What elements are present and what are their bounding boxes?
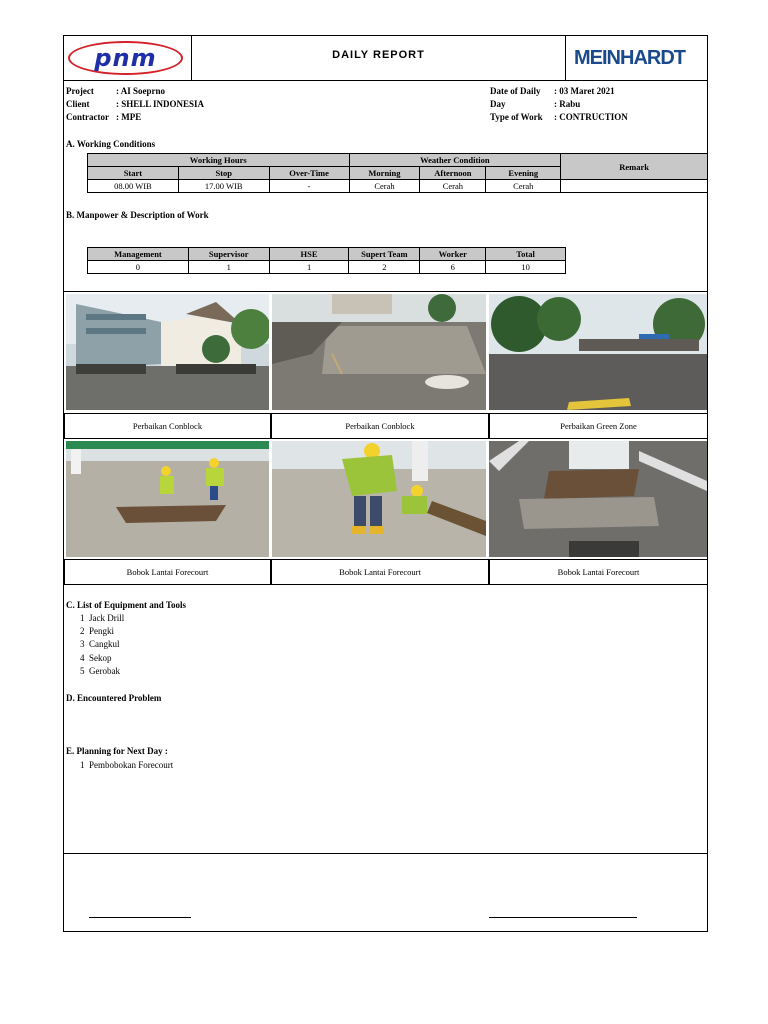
work-type-label: Type of Work [490,112,543,122]
supervisor-value: 1 [188,261,269,274]
signature-line-right [489,917,637,918]
worker-value: 6 [420,261,486,274]
item-name: Pembobokan Forecourt [89,760,174,770]
item-name: Gerobak [89,666,120,676]
pnm-logo [68,41,183,75]
management-header: Management [88,248,189,261]
equipment-item [80,653,112,663]
evening-value: Cerah [486,180,561,193]
morning-value: Cerah [349,180,420,193]
manpower-table [87,247,566,274]
meinhardt-logo-cell [565,36,707,80]
planning-item [80,760,173,770]
pnm-logo-text: pnm [94,44,157,72]
client-value: : SHELL INDONESIA [116,99,205,109]
overtime-value: - [269,180,349,193]
date-label: Date of Daily [490,86,541,96]
daily-report-frame [63,35,708,932]
report-header [64,36,707,81]
item-number: 1 [80,613,85,623]
worker-header: Worker [420,248,486,261]
date-value: : 03 Maret 2021 [554,86,615,96]
morning-header: Morning [349,167,420,180]
item-number: 2 [80,626,85,636]
weather-condition-header: Weather Condition [349,154,561,167]
stop-header: Stop [178,167,269,180]
photo-caption: Perbaikan Conblock [271,413,489,439]
photo-forecourt-2 [272,441,486,557]
photo-caption: Bobok Lantai Forecourt [489,559,708,585]
equipment-item [80,639,120,649]
day-value: : Rabu [554,99,581,109]
section-e-title: E. Planning for Next Day : [66,746,168,756]
client-label: Client [66,99,90,109]
hse-header: HSE [269,248,349,261]
start-header: Start [88,167,179,180]
photo-caption: Bobok Lantai Forecourt [64,559,271,585]
item-name: Cangkul [89,639,120,649]
project-label: Project [66,86,94,96]
item-number: 5 [80,666,85,676]
signature-divider [64,853,707,854]
photo-forecourt-1 [66,441,269,557]
project-value: : AI Soeprno [116,86,166,96]
day-row [490,99,580,109]
equipment-item [80,613,124,623]
photo-caption: Perbaikan Green Zone [489,413,708,439]
afternoon-header: Afternoon [420,167,486,180]
item-number: 3 [80,639,85,649]
support-team-value: 2 [349,261,420,274]
photo-conblock-2 [272,294,486,410]
item-name: Sekop [89,653,112,663]
remark-value [561,180,708,193]
contractor-row [66,112,141,122]
item-number: 4 [80,653,85,663]
photo-caption: Perbaikan Conblock [64,413,271,439]
section-b-title: B. Manpower & Description of Work [66,210,209,220]
stop-value: 17.00 WIB [178,180,269,193]
pnm-logo-cell [64,36,192,80]
photo-caption: Bobok Lantai Forecourt [271,559,489,585]
work-type-value: : CONTRUCTION [554,112,628,122]
day-label: Day [490,99,506,109]
meinhardt-logo: MEINHARDT [574,47,685,69]
afternoon-value: Cerah [420,180,486,193]
management-value: 0 [88,261,189,274]
section-c-title: C. List of Equipment and Tools [66,600,187,610]
date-row [490,86,615,96]
signature-line-left [89,917,191,918]
supervisor-header: Supervisor [188,248,269,261]
working-conditions-table [87,153,708,193]
item-name: Jack Drill [89,613,125,623]
client-row [66,99,204,109]
support-team-header: Supert Team [349,248,420,261]
divider [64,291,707,292]
working-hours-header: Working Hours [88,154,350,167]
equipment-item [80,666,120,676]
equipment-item [80,626,114,636]
photo-conblock-1 [66,294,269,410]
total-value: 10 [486,261,566,274]
evening-header: Evening [486,167,561,180]
photo-forecourt-3 [489,441,707,557]
item-name: Pengki [89,626,115,636]
hse-value: 1 [269,261,349,274]
contractor-value: : MPE [116,112,142,122]
remark-header: Remark [561,154,708,180]
total-header: Total [486,248,566,261]
section-d-title: D. Encountered Problem [66,693,162,703]
overtime-header: Over-Time [269,167,349,180]
contractor-label: Contractor [66,112,109,122]
work-type-row [490,112,628,122]
section-a-title: A. Working Conditions [66,139,156,149]
report-title: DAILY REPORT [332,49,425,61]
start-value: 08.00 WIB [88,180,179,193]
item-number: 1 [80,760,85,770]
photo-green-zone [489,294,707,410]
project-row [66,86,165,96]
